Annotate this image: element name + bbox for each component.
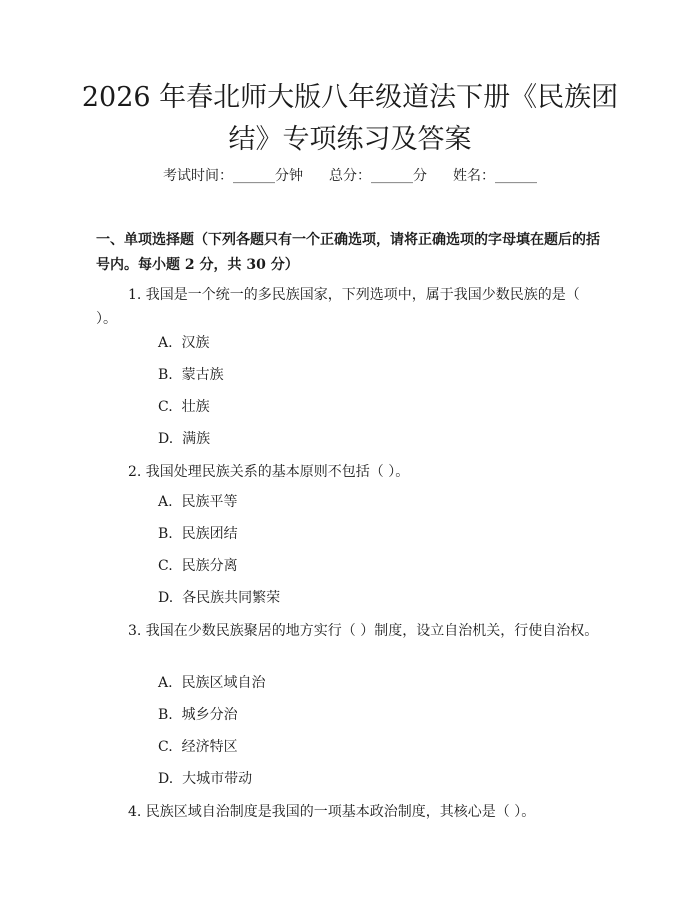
exam-time-field: 考试时间：______分钟 xyxy=(163,168,303,184)
page-title-line-2: 结》专项练习及答案 xyxy=(228,124,472,155)
question-1: 1. 我国是一个统一的多民族国家，下列选项中，属于我国少数民族的是（ ）。 xyxy=(96,287,580,327)
question-1-option-d: D. 满族 xyxy=(158,431,211,447)
question-1-option-a: A. 汉族 xyxy=(158,335,210,351)
question-2: 2. 我国处理民族关系的基本原则不包括（ ）。 xyxy=(128,464,410,480)
question-3-option-c: C. 经济特区 xyxy=(158,739,238,755)
exam-meta xyxy=(0,166,700,186)
question-3-option-a: A. 民族区域自治 xyxy=(158,675,266,691)
section-heading-single-choice: 一、单项选择题（下列各题只有一个正确选项，请将正确选项的字母填在题后的括号内。每小题 2 分，共 30 分） xyxy=(96,232,600,273)
page-title-line-1: 2026 年春北师大版八年级道法下册《民族团 xyxy=(81,82,619,113)
question-1-option-c: C. 壮族 xyxy=(158,399,210,415)
question-2-option-b: B. 民族团结 xyxy=(158,526,238,542)
question-2-option-c: C. 民族分离 xyxy=(158,558,238,574)
question-1-option-b: B. 蒙古族 xyxy=(158,367,224,383)
question-3-option-b: B. 城乡分治 xyxy=(158,707,238,723)
question-2-option-d: D. 各民族共同繁荣 xyxy=(158,590,281,606)
question-3-option-d: D. 大城市带动 xyxy=(158,771,253,787)
question-3: 3. 我国在少数民族聚居的地方实行（ ）制度，设立自治机关，行使自治权。 xyxy=(128,623,599,639)
question-4: 4. 民族区域自治制度是我国的一项基本政治制度，其核心是（ ）。 xyxy=(128,804,536,820)
student-name-field: 姓名：______ xyxy=(453,168,537,184)
question-2-option-a: A. 民族平等 xyxy=(158,494,238,510)
total-score-field: 总分：______分 xyxy=(329,168,427,184)
